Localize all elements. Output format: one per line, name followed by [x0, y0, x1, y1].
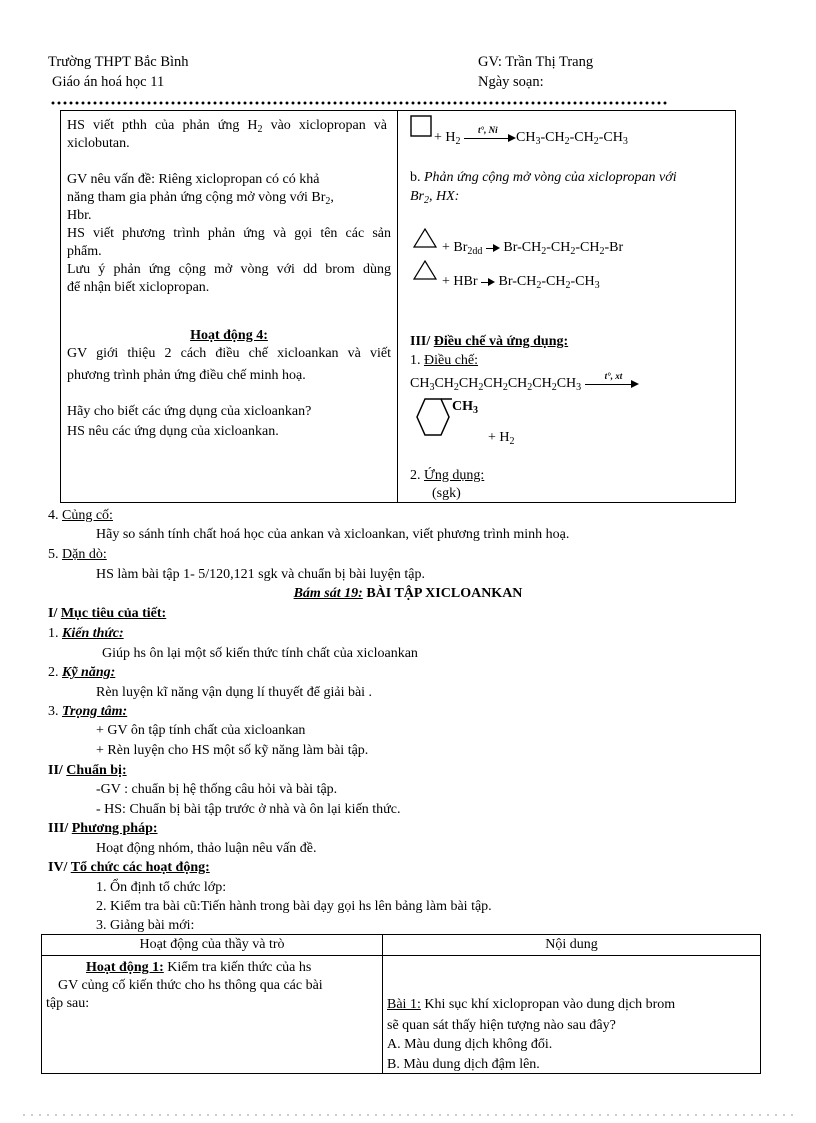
step-2: 2. Kiểm tra bài cũ:Tiến hành trong bài dạy gọi hs lên bảng làm bài tập.: [96, 899, 492, 914]
skills-text: Rèn luyện kĩ năng vận dụng lí thuyết để giải bài .: [96, 685, 373, 700]
cyclobutane-icon: [410, 115, 432, 137]
step-3: 3. Giảng bài mới:: [96, 918, 195, 933]
equation-hydrogenation: + $H_2$ t°, Ni $CH_3-CH_2-CH_2-CH_3$: [434, 124, 628, 147]
hydrogen-product: + $H_2$: [488, 430, 515, 447]
skills-heading: 2. Kỹ năng:: [48, 665, 116, 680]
footer-divider: [20, 1113, 796, 1117]
left-line-13: HS nêu các ứng dụng của xicloankan.: [67, 424, 279, 439]
left-line-7: phẩm.: [67, 244, 102, 259]
part-b-line-2: $Br_2$, HX:: [410, 189, 460, 206]
left-line-11: phương trình phản ứng điều chế minh hoạ.: [67, 368, 306, 383]
left-line-9: để nhận biết xiclopropan.: [67, 280, 210, 295]
activity-1-cell: [42, 956, 383, 1074]
reaction-arrow-3: [481, 277, 495, 287]
focus-heading: 3. Trọng tâm:: [48, 704, 128, 719]
header-divider: [50, 100, 668, 106]
section-4-heading: IV/ Tổ chức các hoạt động:: [48, 860, 210, 875]
prep-students: - HS: Chuẩn bị bài tập trước ở nhà và ôn lại kiến thức.: [96, 802, 401, 817]
cyclopropane-icon: [412, 227, 438, 249]
activity-1-line-2: GV củng cố kiến thức cho hs thông qua các bài: [58, 978, 323, 993]
left-line-6: HS viết phương trình phản ứng và gọi tên các sản: [67, 226, 391, 241]
content-cell: [398, 111, 736, 503]
preparation-heading: 1. Điều chế:: [410, 353, 479, 368]
reaction-arrow-4: t°, xt: [585, 379, 639, 389]
section-3-method-heading: III/ Phương pháp:: [48, 821, 158, 836]
section-1-heading: I/ Mục tiêu của tiết:: [48, 606, 167, 621]
equation-bromination: + $Br_{2dd}$ $Br-CH_2-CH_2-CH_2-Br$: [442, 240, 624, 257]
methylcyclohexane-icon: [410, 397, 456, 439]
homework-heading: 5. Dặn dò:: [48, 547, 107, 562]
lesson-table: [60, 110, 736, 503]
consolidation-heading: 4. Củng cố:: [48, 508, 113, 523]
activity-1-line-3: tập sau:: [46, 996, 90, 1011]
exercise-1-question: Bài 1: Khi sục khí xiclopropan vào dung dịch brom: [387, 997, 676, 1012]
exercise-1-cell: [383, 956, 761, 1074]
activity-table: [41, 934, 761, 1074]
knowledge-text: Giúp hs ôn lại một số kiến thức tính chất của xicloankan: [102, 646, 418, 661]
homework-text: HS làm bài tập 1- 5/120,121 sgk và chuẩn bị bài luyện tập.: [96, 567, 425, 582]
col-header-activities: Hoạt động của thầy và trò: [42, 935, 383, 956]
section-2-heading: II/ Chuẩn bị:: [48, 763, 127, 778]
focus-text-2: + Rèn luyện cho HS một số kỹ năng làm bài tập.: [96, 743, 369, 758]
part-b-line-1: b. Phản ứng cộng mở vòng của xiclopropan với: [410, 170, 677, 185]
school-name: Trường THPT Bắc Bình: [48, 54, 189, 70]
lesson-title: Bám sát 19: BÀI TẬP XICLOANKAN: [293, 586, 523, 601]
exercise-1-question-2: sẽ quan sát thấy hiện tượng nào sau đây?: [387, 1018, 616, 1033]
left-line-8: Lưu ý phản ứng cộng mở vòng với dd brom dùng: [67, 262, 391, 277]
course-name: Giáo án hoá học 11: [52, 74, 165, 90]
consolidation-text: Hãy so sánh tính chất hoá học của ankan và xicloankan, viết phương trình minh hoạ.: [96, 527, 570, 542]
methyl-group-label: $CH_3$: [452, 399, 478, 416]
teacher-activity-cell: [61, 111, 398, 503]
left-line-12: Hãy cho biết các ứng dụng của xicloankan?: [67, 404, 312, 419]
left-line-3: GV nêu vấn đề: Riêng xiclopropan có có khả: [67, 172, 320, 187]
left-line-10: GV giới thiệu 2 cách điều chế xicloankan và viết: [67, 346, 391, 361]
date-label: Ngày soạn:: [478, 74, 544, 90]
left-line-5: Hbr.: [67, 208, 92, 223]
reaction-arrow-2: [486, 243, 500, 253]
application-text: (sgk): [432, 486, 461, 501]
left-line-1: HS viết pthh của phản ứng $H_2$ vào xiclopropan và: [67, 118, 388, 135]
knowledge-heading: 1. Kiến thức:: [48, 626, 124, 641]
option-a: A. Màu dung dịch không đổi.: [387, 1037, 553, 1052]
activity-1-heading: Hoạt động 1: Kiểm tra kiến thức của hs: [86, 960, 312, 975]
prep-teacher: -GV : chuẩn bị hệ thống câu hỏi và bài tập.: [96, 782, 338, 797]
step-1: 1. Ổn định tổ chức lớp:: [96, 880, 227, 895]
method-text: Hoạt động nhóm, thảo luận nêu vấn đề.: [96, 841, 317, 856]
equation-hbr: + HBr $Br-CH_2-CH_2-CH_3$: [442, 274, 600, 291]
equation-preparation: $CH_3CH_2CH_2CH_2CH_2CH_2CH_3$ t°, xt: [410, 375, 729, 392]
option-b: B. Màu dung dịch đậm lên.: [387, 1057, 540, 1072]
teacher-name: GV: Trần Thị Trang: [478, 54, 594, 70]
left-line-4: năng tham gia phản ứng cộng mở vòng với $Br_2$,: [67, 190, 334, 207]
reaction-arrow-1: t°, Ni: [464, 133, 516, 143]
cyclopropane-icon: [412, 259, 438, 281]
application-heading: 2. Ứng dụng:: [410, 468, 485, 483]
activity-4-heading: Hoạt động 4:: [190, 328, 268, 343]
left-line-2: xiclobutan.: [67, 136, 130, 151]
col-header-content: Nội dung: [383, 935, 761, 956]
focus-text-1: + GV ôn tập tính chất của xicloankan: [96, 723, 306, 738]
section-3-heading: III/ Điều chế và ứng dụng:: [410, 334, 569, 349]
